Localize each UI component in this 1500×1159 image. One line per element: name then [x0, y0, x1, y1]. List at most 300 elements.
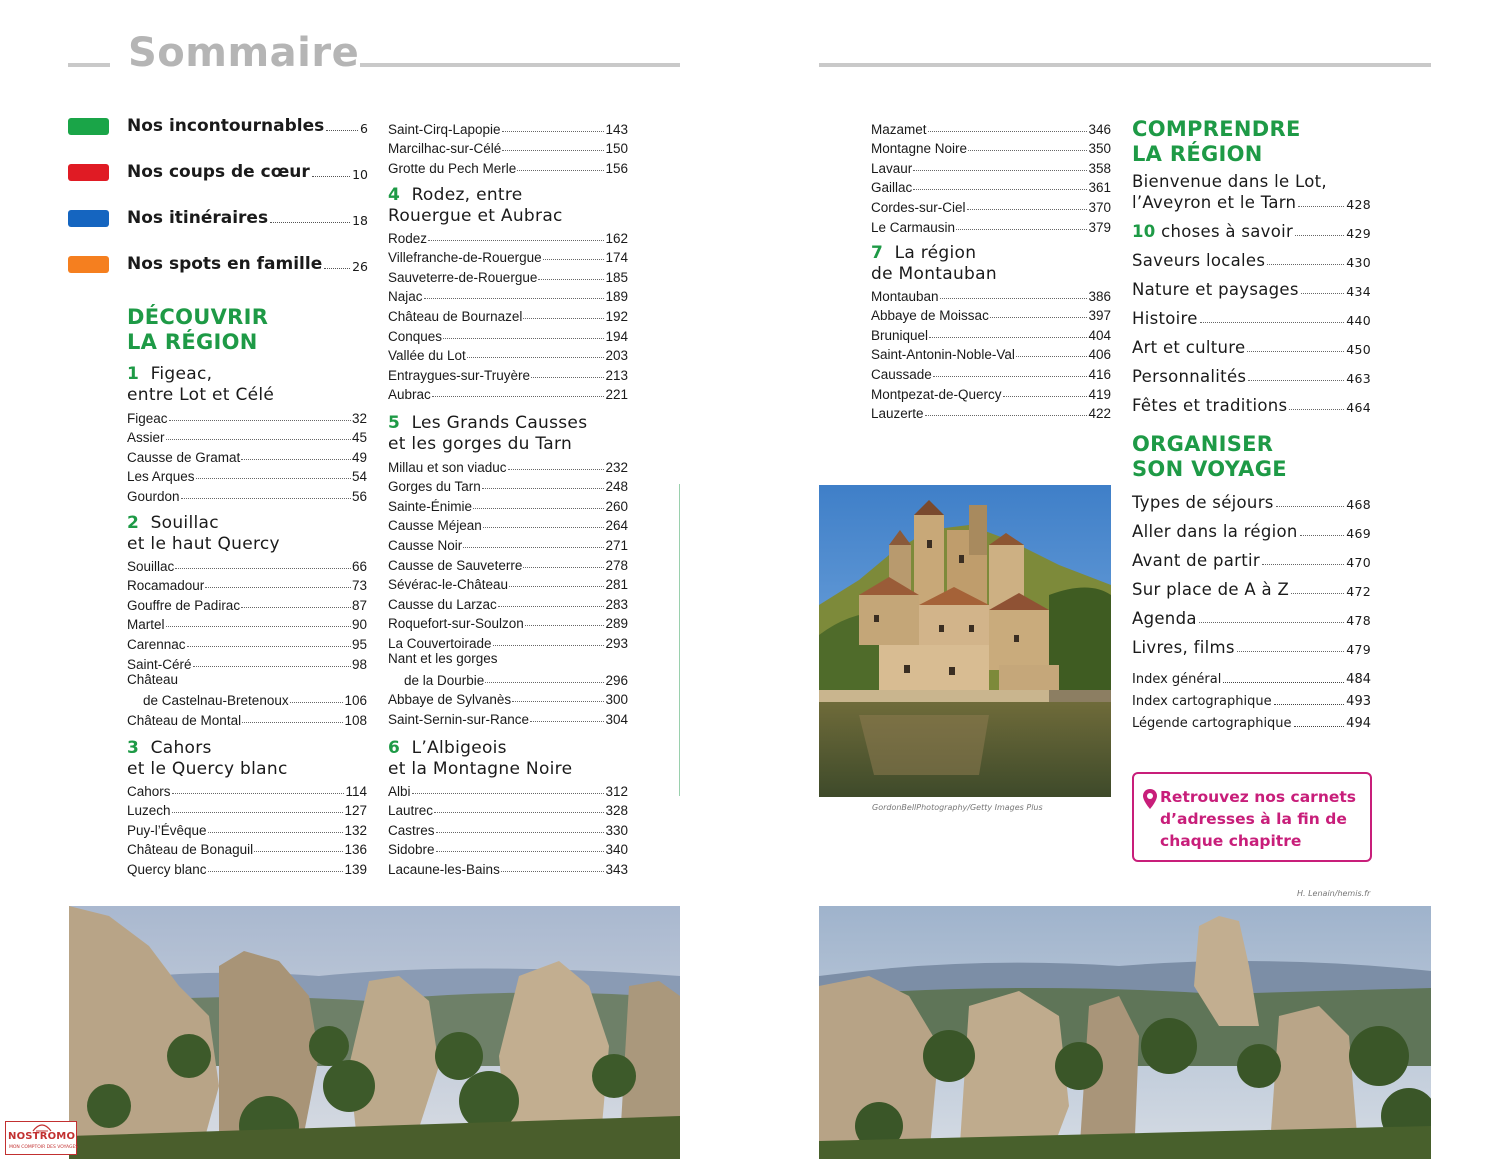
list-item[interactable] [127, 593, 367, 613]
item-page: 450 [1346, 342, 1371, 357]
item-label: Figeac [127, 410, 168, 426]
item-label: Entraygues-sur-Truyère [388, 367, 531, 383]
item-page: 49 [351, 449, 367, 465]
chapter-heading[interactable] [388, 185, 563, 226]
leader-dots [187, 646, 351, 647]
chapter-heading[interactable] [871, 243, 997, 284]
highlight-item[interactable] [68, 160, 368, 184]
item-label: Roquefort-sur-Soulzon [388, 616, 524, 632]
list-item[interactable] [388, 688, 628, 708]
index-list [1132, 665, 1371, 731]
leader-dots [493, 645, 605, 646]
chapter-heading[interactable] [127, 513, 280, 554]
highlight-page: 26 [352, 258, 368, 274]
item-page: 189 [605, 289, 628, 305]
item-label: Château de Bournazel [388, 308, 523, 324]
item-label: Saint-Céré [127, 656, 192, 672]
leader-dots [1276, 506, 1345, 507]
leader-dots [502, 150, 604, 151]
chapter-title: L’Albigeois [411, 738, 507, 758]
chapter-title: Rodez, entre [411, 185, 523, 205]
item-label: Albi [388, 783, 411, 799]
chapter-subtitle: de Montauban [871, 263, 997, 284]
chapter-subtitle: Rouergue et Aubrac [388, 205, 563, 226]
item-page: 296 [605, 672, 628, 688]
item-label: Bruniquel [871, 327, 929, 343]
color-swatch [68, 256, 109, 273]
item-page: 139 [344, 861, 367, 877]
location-pin-icon [1143, 789, 1157, 809]
leader-dots [1301, 293, 1344, 294]
list-item[interactable] [127, 857, 367, 877]
item-page: 343 [605, 861, 628, 877]
page-title: Sommaire [128, 30, 360, 76]
item-label: Le Carmausin [871, 219, 956, 235]
list-item[interactable] [871, 343, 1111, 363]
list-item[interactable] [388, 265, 628, 285]
leader-dots [530, 721, 604, 722]
item-page: 370 [1088, 199, 1111, 215]
toc-list [388, 117, 628, 176]
highlight-item[interactable] [68, 252, 368, 276]
leader-dots [967, 209, 1088, 210]
toc-list [388, 455, 628, 727]
item-label: Causse de Gramat [127, 449, 241, 465]
list-item[interactable] [388, 285, 628, 305]
leader-dots [1247, 351, 1344, 352]
photo-credit-village: GordonBellPhotography/Getty Images Plus [872, 803, 1043, 812]
item-page: 350 [1088, 141, 1111, 157]
item-label: Les Arques [127, 469, 195, 485]
leader-dots [428, 240, 604, 241]
item-page: 278 [605, 557, 628, 573]
list-item[interactable] [871, 323, 1111, 343]
list-item[interactable] [388, 592, 628, 612]
header-rule-left-short [68, 63, 110, 67]
list-item[interactable] [1132, 328, 1371, 357]
item-page: 330 [605, 822, 628, 838]
item-page: 106 [344, 693, 367, 709]
item-page: 136 [344, 842, 367, 858]
list-item[interactable] [388, 156, 628, 176]
item-page: 248 [605, 479, 628, 495]
item-label: Légende cartographique [1132, 716, 1292, 731]
leader-dots [169, 420, 351, 421]
leader-dots [940, 298, 1088, 299]
item-page: 484 [1346, 672, 1371, 687]
list-item[interactable] [127, 554, 367, 574]
item-page: 281 [605, 577, 628, 593]
item-label: Types de séjours [1132, 493, 1274, 512]
list-item[interactable] [871, 215, 1111, 235]
item-page: 90 [351, 617, 367, 633]
list-item[interactable] [127, 632, 367, 652]
item-page: 132 [344, 822, 367, 838]
item-page: 232 [605, 459, 628, 475]
leader-dots [193, 666, 351, 667]
list-item[interactable] [388, 838, 628, 858]
list-item[interactable] [1132, 687, 1371, 709]
item-page: 472 [1346, 584, 1371, 599]
item-label: Saint-Cirq-Lapopie [388, 121, 501, 137]
item-page: 108 [344, 712, 367, 728]
item-page: 56 [351, 488, 367, 504]
item-page: 440 [1346, 313, 1371, 328]
item-label: Sainte-Énimie [388, 498, 473, 514]
item-page: 143 [605, 121, 628, 137]
item-label-cont: de Castelnau-Bretenoux [143, 693, 289, 709]
item-page: 194 [605, 328, 628, 344]
leader-dots [434, 812, 604, 813]
highlight-label: Nos coups de cœur [127, 162, 310, 182]
leader-dots [1274, 704, 1345, 705]
chapter-number: 4 [388, 185, 401, 205]
toc-list [127, 554, 367, 728]
item-page: 416 [1088, 366, 1111, 382]
leader-dots [1291, 593, 1344, 594]
list-item[interactable] [871, 117, 1111, 137]
leader-dots [1003, 396, 1088, 397]
rocks-landscape-photo-right [819, 906, 1431, 1159]
list-item[interactable] [871, 362, 1111, 382]
leader-dots [1016, 356, 1088, 357]
list-item[interactable] [388, 363, 628, 383]
item-page: 404 [1088, 327, 1111, 343]
list-item[interactable] [127, 779, 367, 799]
list-item[interactable] [127, 426, 367, 446]
item-page: 422 [1088, 406, 1111, 422]
list-item[interactable] [1132, 483, 1371, 512]
item-page: 54 [351, 469, 367, 485]
item-page: 283 [605, 596, 628, 612]
chapter-number: 3 [127, 738, 140, 758]
list-item[interactable] [1132, 299, 1371, 328]
color-swatch [68, 210, 109, 227]
list-item[interactable] [127, 818, 367, 838]
list-item[interactable] [1132, 541, 1371, 570]
item-label: Marcilhac-sur-Célé [388, 141, 502, 157]
item-label: Gourdon [127, 488, 180, 504]
item-page: 470 [1346, 555, 1371, 570]
leader-dots [312, 176, 350, 177]
leader-dots [543, 259, 605, 260]
list-item[interactable] [127, 574, 367, 594]
item-label: Causse de Sauveterre [388, 557, 523, 573]
item-page: 406 [1088, 347, 1111, 363]
list-item[interactable] [127, 445, 367, 465]
item-label: Rodez [388, 230, 428, 246]
list-item[interactable] [127, 465, 367, 485]
chapter-number: 5 [388, 413, 401, 433]
item-label: Lavaur [871, 160, 913, 176]
leader-dots [990, 317, 1088, 318]
item-label: Sidobre [388, 842, 435, 858]
leader-dots [467, 357, 605, 358]
item-page: 156 [605, 160, 628, 176]
list-item[interactable] [871, 402, 1111, 422]
leader-dots [956, 229, 1087, 230]
leader-dots [482, 488, 605, 489]
item-label: Sur place de A à Z [1132, 580, 1290, 599]
leader-dots [913, 170, 1087, 171]
list-item[interactable] [127, 613, 367, 633]
chapter-title: La région [894, 243, 977, 263]
item-label: Fêtes et traditions [1132, 396, 1288, 415]
list-item[interactable] [388, 324, 628, 344]
item-page: 114 [345, 783, 367, 799]
chapter-heading[interactable] [127, 364, 274, 405]
item-label: Saint-Antonin-Noble-Val [871, 347, 1015, 363]
leader-dots [463, 547, 604, 548]
list-item[interactable] [388, 857, 628, 877]
list-item[interactable] [388, 344, 628, 364]
leader-dots [181, 498, 351, 499]
list-item[interactable] [388, 137, 628, 157]
chapter-number: 2 [127, 513, 140, 533]
list-item[interactable] [388, 612, 628, 632]
list-item[interactable] [871, 284, 1111, 304]
item-page: 397 [1088, 308, 1111, 324]
list-item[interactable] [388, 514, 628, 534]
item-label: Quercy blanc [127, 861, 207, 877]
item-label: Gorges du Tarn [388, 479, 481, 495]
list-item[interactable]: Bienvenue dans le Lot, l’Aveyron et le Tarn 428 [1132, 172, 1371, 212]
item-page: 430 [1346, 255, 1371, 270]
leader-dots [913, 189, 1087, 190]
leader-dots [241, 607, 351, 608]
item-label: Caussade [871, 366, 932, 382]
list-item[interactable] [871, 304, 1111, 324]
leader-dots [968, 150, 1087, 151]
item-label: Vallée du Lot [388, 348, 466, 364]
list-item[interactable] [127, 484, 367, 504]
item-page: 469 [1346, 526, 1371, 541]
leader-dots [512, 701, 604, 702]
item-page: 45 [351, 430, 367, 446]
list-item[interactable] [127, 406, 367, 426]
leader-dots [166, 626, 351, 627]
highlight-page: 10 [352, 166, 368, 182]
village-photo [819, 485, 1111, 797]
list-item[interactable] [388, 818, 628, 838]
item-label: Grotte du Pech Merle [388, 160, 517, 176]
item-label: Conques [388, 328, 443, 344]
leader-dots [925, 415, 1088, 416]
item-label: Château [127, 671, 179, 687]
leader-dots [517, 170, 604, 171]
item-page: 73 [351, 578, 367, 594]
item-page: 293 [605, 635, 628, 651]
list-item[interactable] [388, 226, 628, 246]
photo-credit-landscape: H. Lenain/hemis.fr [1297, 889, 1371, 898]
item-label: Causse Méjean [388, 518, 482, 534]
list-item[interactable] [388, 117, 628, 137]
leader-dots [241, 459, 351, 460]
chapter-title: Figeac, [150, 364, 213, 384]
item-page: 264 [605, 518, 628, 534]
list-item[interactable] [388, 304, 628, 324]
section-heading-comprendre: COMPRENDRE LA RÉGION [1132, 117, 1301, 166]
list-item[interactable] [1132, 570, 1371, 599]
leader-dots [254, 851, 343, 852]
item-label: Lacaune-les-Bains [388, 861, 500, 877]
item-label: Puy-l’Évêque [127, 822, 207, 838]
list-item[interactable] [388, 455, 628, 475]
rocks-landscape-photo-left [69, 906, 680, 1159]
item-label: Art et culture [1132, 338, 1246, 357]
list-item[interactable] [1132, 628, 1371, 657]
chapter-subtitle: entre Lot et Célé [127, 384, 275, 405]
item-page: 358 [1088, 160, 1111, 176]
list-item[interactable]: 10 choses à savoir 429 [1132, 222, 1371, 241]
item-page: 32 [351, 410, 367, 426]
list-item[interactable] [388, 383, 628, 403]
item-page: 174 [605, 250, 628, 266]
item-label: Causse du Larzac [388, 596, 497, 612]
list-item[interactable] [127, 799, 367, 819]
highlight-label: Nos itinéraires [127, 208, 269, 228]
leader-dots [424, 298, 605, 299]
item-page: 213 [605, 367, 628, 383]
item-label: Montpezat-de-Quercy [871, 386, 1002, 402]
item-label: Cahors [127, 783, 171, 799]
item-page: 346 [1088, 121, 1111, 137]
list-item[interactable] [1132, 241, 1371, 270]
item-label: Nature et paysages [1132, 280, 1299, 299]
list-item[interactable] [127, 652, 367, 672]
color-swatch [68, 118, 109, 135]
list-item[interactable] [1132, 599, 1371, 628]
list-item[interactable] [388, 553, 628, 573]
item-label: Villefranche-de-Rouergue [388, 250, 542, 266]
item-page: 328 [605, 803, 628, 819]
chapter-subtitle: et le haut Quercy [127, 533, 280, 554]
leader-dots [538, 279, 604, 280]
list-item[interactable] [871, 137, 1111, 157]
list-item[interactable] [388, 631, 628, 651]
list-item[interactable] [871, 195, 1111, 215]
leader-dots [208, 832, 344, 833]
item-label: Souillac [127, 558, 175, 574]
item-label: Livres, films [1132, 638, 1235, 657]
item-label: Lautrec [388, 803, 434, 819]
item-label: Sévérac-le-Château [388, 577, 509, 593]
list-item[interactable] [388, 707, 628, 727]
list-item[interactable] [388, 651, 628, 688]
leader-dots [523, 318, 604, 319]
chapter-heading[interactable] [388, 738, 572, 779]
leader-dots [1294, 726, 1345, 727]
callout-line-3: chaque chapitre [1160, 832, 1302, 850]
item-page: 434 [1346, 284, 1371, 299]
chapter-title: Cahors [150, 738, 212, 758]
item-label: Personnalités [1132, 367, 1247, 386]
item-label: Millau et son viaduc [388, 459, 507, 475]
list-item[interactable] [1132, 709, 1371, 731]
list-item[interactable] [388, 799, 628, 819]
item-page: 379 [1088, 219, 1111, 235]
leader-dots [166, 439, 351, 440]
toc-list [871, 117, 1111, 235]
chapter-heading[interactable] [388, 413, 587, 454]
list-item[interactable] [871, 156, 1111, 176]
item-label: Cordes-sur-Ciel [871, 199, 966, 215]
item-page: 479 [1346, 642, 1371, 657]
highlight-page: 6 [360, 120, 368, 136]
item-page: 493 [1346, 694, 1371, 709]
list-item[interactable] [388, 533, 628, 553]
leader-dots [1223, 682, 1344, 683]
list-item[interactable] [1132, 270, 1371, 299]
item-label: Agenda [1132, 609, 1197, 628]
toc-list [388, 779, 628, 877]
header-rule-right [819, 63, 1431, 67]
leader-dots [172, 793, 345, 794]
item-label: La Couvertoirade [388, 635, 492, 651]
item-label: Causse Noir [388, 537, 463, 553]
list-item[interactable] [871, 176, 1111, 196]
leader-dots [501, 871, 605, 872]
item-page: 340 [605, 842, 628, 858]
list-item[interactable] [388, 779, 628, 799]
callout-line-2: d’adresses à la fin de [1160, 810, 1347, 828]
item-label: Carennac [127, 636, 186, 652]
list-item[interactable] [127, 672, 367, 709]
list-item[interactable] [388, 494, 628, 514]
list-item[interactable] [1132, 386, 1371, 415]
list-item[interactable] [127, 708, 367, 728]
leader-dots [290, 702, 344, 703]
list-item[interactable] [1132, 357, 1371, 386]
highlight-item[interactable] [68, 206, 368, 230]
leader-dots [326, 130, 358, 131]
item-label: Château de Bonaguil [127, 842, 254, 858]
item-label: Saint-Sernin-sur-Rance [388, 711, 530, 727]
item-page: 87 [351, 597, 367, 613]
item-label: Abbaye de Sylvanès [388, 692, 512, 708]
list-item[interactable] [1132, 512, 1371, 541]
leader-dots [205, 587, 351, 588]
leader-dots [172, 812, 344, 813]
highlight-item[interactable] [68, 114, 368, 138]
leader-dots [1289, 409, 1344, 410]
item-label: Martel [127, 617, 165, 633]
chapter-number: 6 [388, 738, 401, 758]
leader-dots [502, 131, 605, 132]
item-page: 98 [351, 656, 367, 672]
leader-dots [473, 508, 604, 509]
item-label: Histoire [1132, 309, 1198, 328]
item-label: Gouffre de Padirac [127, 597, 241, 613]
item-page: 419 [1088, 386, 1111, 402]
list-item[interactable] [871, 382, 1111, 402]
item-label: Montauban [871, 288, 939, 304]
toc-list [871, 284, 1111, 421]
list-item[interactable] [388, 573, 628, 593]
item-label: Aller dans la région [1132, 522, 1298, 541]
leader-dots [509, 586, 604, 587]
list-item[interactable] [1132, 665, 1371, 687]
item-page: 386 [1088, 288, 1111, 304]
chapter-heading[interactable] [127, 738, 288, 779]
chapter-title: Souillac [150, 513, 219, 533]
leader-dots [270, 222, 350, 223]
list-item[interactable] [388, 246, 628, 266]
addresses-callout [1132, 772, 1372, 862]
item-page: 463 [1346, 371, 1371, 386]
list-item[interactable] [127, 838, 367, 858]
list-item[interactable] [388, 475, 628, 495]
